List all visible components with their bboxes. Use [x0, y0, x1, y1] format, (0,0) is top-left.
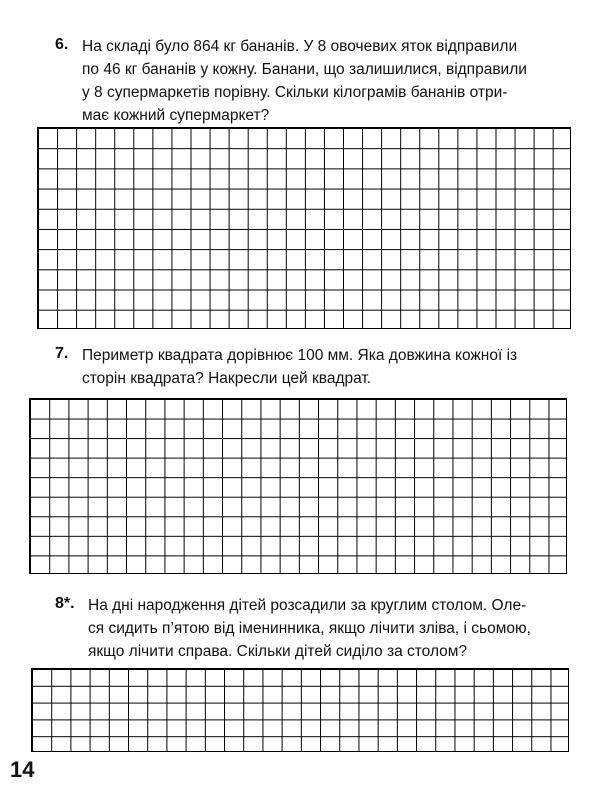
task-8-text	[88, 594, 531, 663]
task-7-text	[82, 344, 517, 390]
answer-grid-task-7[interactable]	[29, 398, 567, 574]
task-8-line: якщо лічити справа. Скільки дітей сиділо за столом?	[88, 643, 468, 660]
task-6-line: На складі було 864 кг бананів. У 8 овочевих яток відправили	[82, 38, 518, 55]
task-8-line: ся сидить п’ятою від іменинника, якщо лічити зліва, і сьомою,	[88, 620, 531, 637]
task-7-line: Периметр квадрата дорівнює 100 мм. Яка довжина кожної із	[82, 347, 518, 364]
task-8-number: 8*.	[55, 595, 75, 612]
task-6-line: має кожний супермаркет?	[82, 107, 270, 124]
answer-grid-task-8[interactable]	[31, 668, 569, 752]
task-7-line: сторін квадрата? Накресли цей квадрат.	[82, 370, 372, 387]
task-8-line: На дні народження дітей розсадили за круглим столом. Оле-	[88, 597, 527, 614]
task-6-number: 6.	[55, 36, 69, 53]
task-6-line: по 46 кг бананів у кожну. Банани, що залишилися, відправили	[82, 61, 527, 78]
task-6-line: у 8 супермаркетів порівну. Скільки кілограмів бананів отри-	[82, 84, 508, 101]
answer-grid-task-6[interactable]	[37, 127, 571, 329]
page-number: 14	[10, 757, 35, 782]
task-7-number: 7.	[55, 345, 69, 362]
task-6-text	[82, 35, 527, 127]
